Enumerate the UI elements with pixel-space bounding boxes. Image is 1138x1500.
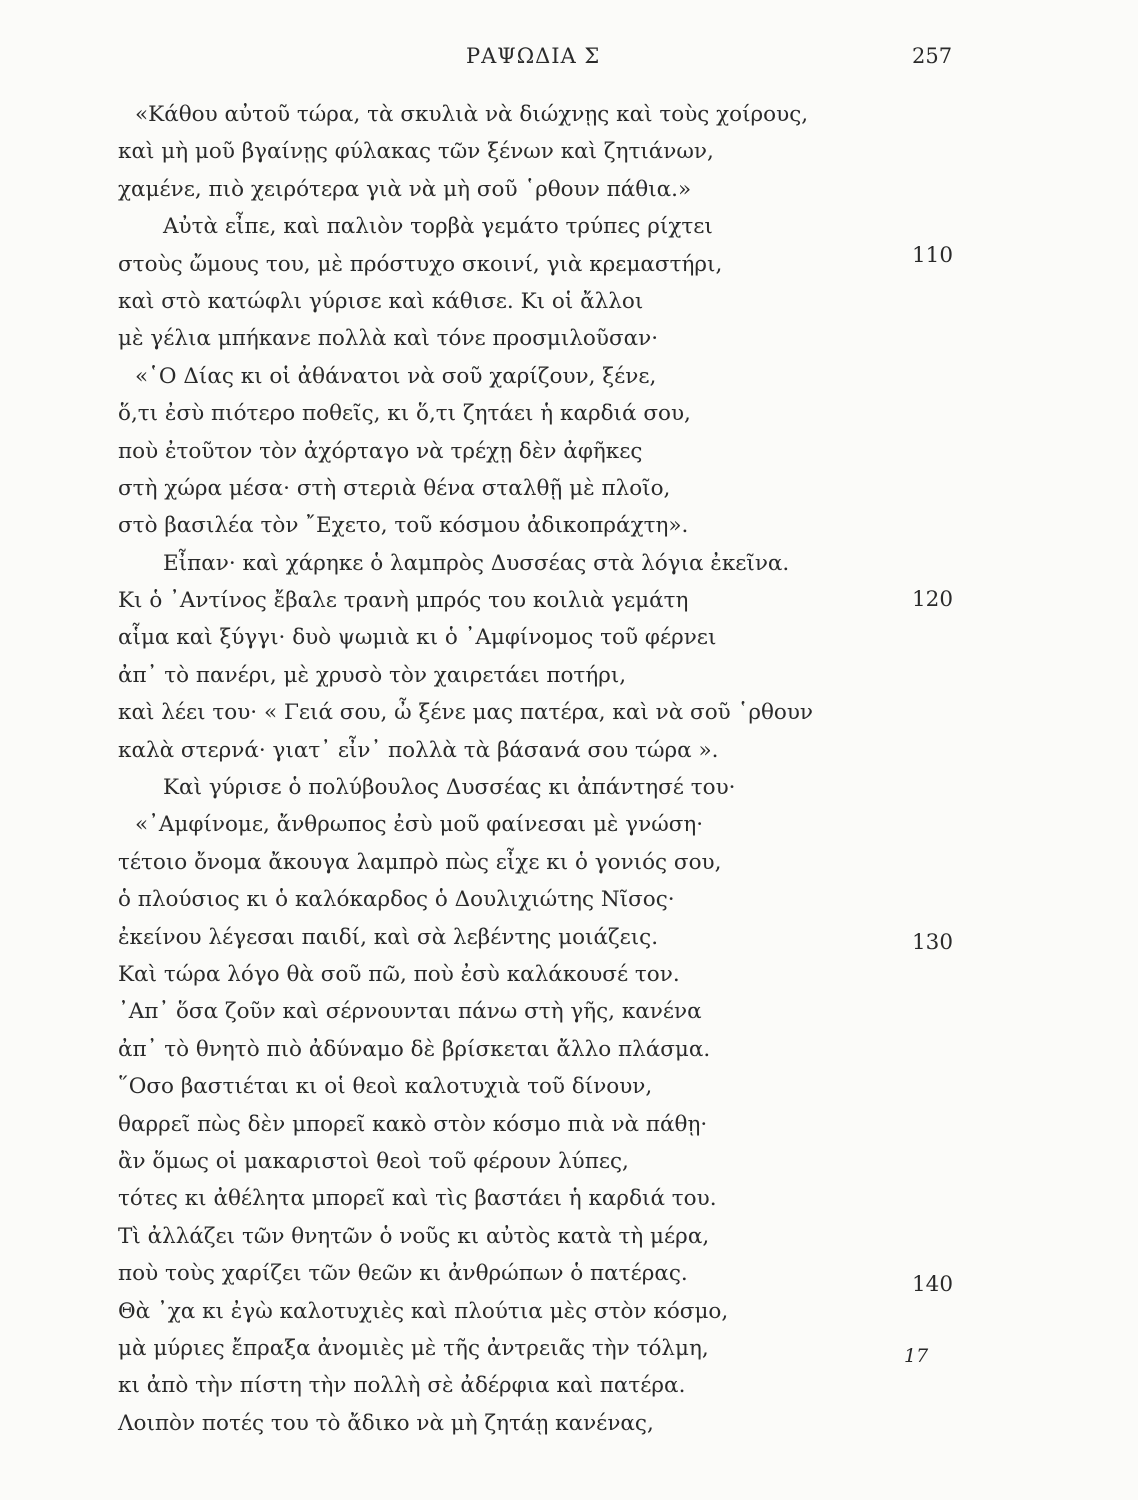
- line-number: 110: [912, 243, 954, 268]
- verse-line: ῞Οσο βαστιέται κι οἱ θεοὶ καλοτυχιὰ τοῦ δίνουν,: [118, 1074, 653, 1100]
- verse-line: κι ἀπὸ τὴν πίστη τὴν πολλὴ σὲ ἀδέρφια καὶ πατέρα.: [118, 1373, 686, 1399]
- verse-line: ἂν ὅμως οἱ μακαριστοὶ θεοὶ τοῦ φέρουν λύπες,: [118, 1148, 629, 1174]
- verse-line: στοὺς ὤμους του, μὲ πρόστυχο σκοινί, γιὰ κρεμαστήρι,: [118, 251, 723, 277]
- page-number: 257: [912, 44, 953, 68]
- verse-line: καὶ μὴ μοῦ βγαίνῃς φύλακας τῶν ξένων καὶ ζητιάνων,: [118, 139, 714, 165]
- verse-line: «Κάθου αὐτοῦ τώρα, τὰ σκυλιὰ νὰ διώχνῃς καὶ τοὺς χοίρους,: [135, 102, 809, 127]
- verse-line: αἷμα καὶ ξύγγι· δυὸ ψωμιὰ κι ὁ ᾿Αμφίνομος τοῦ φέρνει: [118, 625, 717, 651]
- verse-line: «῾Ο Δίας κι οἱ ἀθάνατοι νὰ σοῦ χαρίζουν, ξένε,: [135, 363, 657, 389]
- signature-mark: 17: [904, 1345, 929, 1367]
- line-number: 140: [912, 1272, 954, 1297]
- verse-line: Λοιπὸν ποτές του τὸ ἄδικο νὰ μὴ ζητάῃ κανένας,: [118, 1410, 654, 1436]
- verse-line: ἐκείνου λέγεσαι παιδί, καὶ σὰ λεβέντης μοιάζεις.: [118, 924, 659, 950]
- running-title: ΡΑΨΩΔΙΑ Σ: [466, 44, 601, 68]
- verse-line: χαμένε, πιὸ χειρότερα γιὰ νὰ μὴ σοῦ ῾ρθουν πάθια.»: [118, 176, 692, 202]
- verse-line: Τὶ ἀλλάζει τῶν θνητῶν ὁ νοῦς κι αὐτὸς κατὰ τὴ μέρα,: [118, 1223, 710, 1249]
- verse-line: Εἶπαν· καὶ χάρηκε ὁ λαμπρὸς Δυσσέας στὰ λόγια ἐκεῖνα.: [163, 550, 790, 576]
- verse-line: «᾿Αμφίνομε, ἄνθρωπος ἐσὺ μοῦ φαίνεσαι μὲ γνώση·: [135, 812, 704, 838]
- verse-line: ποὺ ἐτοῦτον τὸν ἀχόρταγο νὰ τρέχῃ δὲν ἀφῆκες: [118, 438, 643, 464]
- verse-line: ὅ,τι ἐσὺ πιότερο ποθεῖς, κι ὅ,τι ζητάει ἡ καρδιά σου,: [118, 401, 691, 427]
- verse-line: στὸ βασιλέα τὸν ῎Εχετο, τοῦ κόσμου ἀδικοπράχτη».: [118, 513, 689, 539]
- verse-line: ποὺ τοὺς χαρίζει τῶν θεῶν κι ἀνθρώπων ὁ πατέρας.: [118, 1261, 688, 1287]
- verse-line: καὶ στὸ κατώφλι γύρισε καὶ κάθισε. Κι οἱ ἄλλοι: [118, 288, 644, 314]
- verse-line: ἀπ᾿ τὸ πανέρι, μὲ χρυσὸ τὸν χαιρετάει ποτήρι,: [118, 662, 627, 688]
- verse-line: καλὰ στερνά· γιατ᾿ εἶν᾿ πολλὰ τὰ βάσανά σου τώρα ».: [118, 737, 719, 763]
- verse-list: [118, 96, 918, 1442]
- verse-line: ὁ πλούσιος κι ὁ καλόκαρδος ὁ Δουλιχιώτης Νῖσος·: [118, 887, 675, 913]
- line-number: 120: [912, 587, 954, 612]
- line-number: 130: [912, 930, 954, 955]
- verse-line: ἀπ᾿ τὸ θνητὸ πιὸ ἀδύναμο δὲ βρίσκεται ἄλλο πλάσμα.: [118, 1036, 711, 1062]
- verse-line: Καὶ γύρισε ὁ πολύβουλος Δυσσέας κι ἀπάντησέ του·: [163, 775, 736, 801]
- verse-line: Αὐτὰ εἶπε, καὶ παλιὸν τορβὰ γεμάτο τρύπες ρίχτει: [163, 214, 713, 240]
- verse-line: ᾿Απ᾿ ὅσα ζοῦν καὶ σέρνουνται πάνω στὴ γῆς, κανένα: [118, 999, 702, 1025]
- verse-line: τέτοιο ὄνομα ἄκουγα λαμπρὸ πὼς εἶχε κι ὁ γονιός σου,: [118, 849, 722, 875]
- verse-line: καὶ λέει του· « Γειά σου, ὦ ξένε μας πατέρα, καὶ νὰ σοῦ ῾ρθουν: [118, 700, 814, 726]
- verse-line: τότες κι ἀθέλητα μπορεῖ καὶ τὶς βαστάει ἡ καρδιά του.: [118, 1186, 717, 1212]
- verse-line: Καὶ τώρα λόγο θὰ σοῦ πῶ, ποὺ ἐσὺ καλάκουσέ τον.: [118, 961, 680, 987]
- verse-line: μὲ γέλια μπήκανε πολλὰ καὶ τόνε προσμιλοῦσαν·: [118, 326, 659, 352]
- verse-line: θαρρεῖ πὼς δὲν μπορεῖ κακὸ στὸν κόσμο πιὰ νὰ πάθῃ·: [118, 1111, 708, 1137]
- verse-line: Κι ὁ ᾿Αντίνος ἔβαλε τρανὴ μπρός του κοιλιὰ γεμάτη: [118, 588, 689, 614]
- verse-line: μὰ μύριες ἔπραξα ἀνομιὲς μὲ τῆς ἀντρειᾶς τὴν τόλμη,: [118, 1335, 709, 1361]
- verse-line: Θὰ ᾿χα κι ἐγὼ καλοτυχιὲς καὶ πλούτια μὲς στὸν κόσμο,: [118, 1298, 729, 1324]
- verse-line: στὴ χώρα μέσα· στὴ στεριὰ θένα σταλθῇ μὲ πλοῖο,: [118, 475, 671, 501]
